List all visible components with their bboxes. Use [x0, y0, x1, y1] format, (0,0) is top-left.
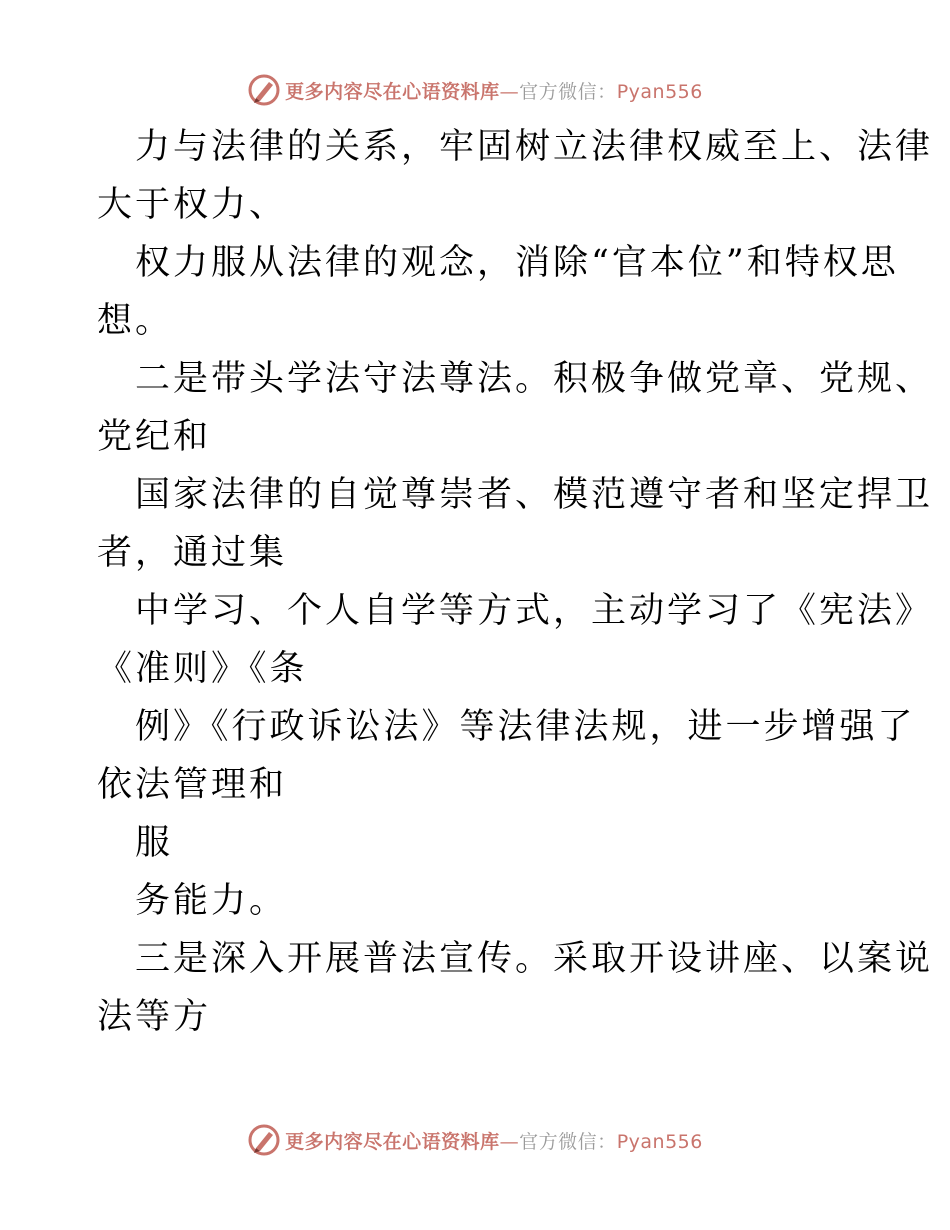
- text-line: 法等方: [97, 997, 212, 1037]
- text-line: 者，通过集: [97, 533, 288, 573]
- footer-banner: [0, 1120, 950, 1160]
- text-line: 大于权力、: [97, 185, 288, 225]
- banner-wechat-id: Pyan556: [616, 80, 703, 103]
- banner-title: 更多内容尽在心语资料库: [285, 1130, 500, 1153]
- header-banner: [0, 70, 950, 110]
- text-line: 三是深入开展普法宣传。采取开设讲座、以案说: [135, 939, 934, 979]
- pen-logo-icon: [247, 1123, 281, 1157]
- banner-wechat-label: 官方微信：: [519, 80, 617, 103]
- text-line: 务能力。: [135, 881, 288, 921]
- banner-dash: —: [499, 80, 520, 103]
- text-line: 服: [135, 823, 174, 863]
- text-line: 权力服从法律的观念，消除“官本位”和特权思: [135, 243, 899, 283]
- banner-title: 更多内容尽在心语资料库: [285, 80, 500, 103]
- text-line: 力与法律的关系，牢固树立法律权威至上、法律: [135, 127, 934, 167]
- text-line: 国家法律的自觉尊崇者、模范遵守者和坚定捍卫: [135, 475, 934, 515]
- pen-logo-icon: [247, 73, 281, 107]
- text-line: 中学习、个人自学等方式，主动学习了《宪法》: [135, 591, 934, 631]
- text-line: 例》《行政诉讼法》等法律法规，进一步增强了: [135, 707, 916, 747]
- banner-wechat-label: 官方微信：: [519, 1130, 617, 1153]
- text-line: 党纪和: [97, 417, 212, 457]
- text-line: 依法管理和: [97, 765, 288, 805]
- banner-dash: —: [499, 1130, 520, 1153]
- text-line: 二是带头学法守法尊法。积极争做党章、党规、: [135, 359, 934, 399]
- text-line: 想。: [97, 301, 174, 341]
- banner-wechat-id: Pyan556: [616, 1130, 703, 1153]
- text-line: 《准则》《条: [97, 649, 308, 689]
- document-body: [97, 118, 934, 1046]
